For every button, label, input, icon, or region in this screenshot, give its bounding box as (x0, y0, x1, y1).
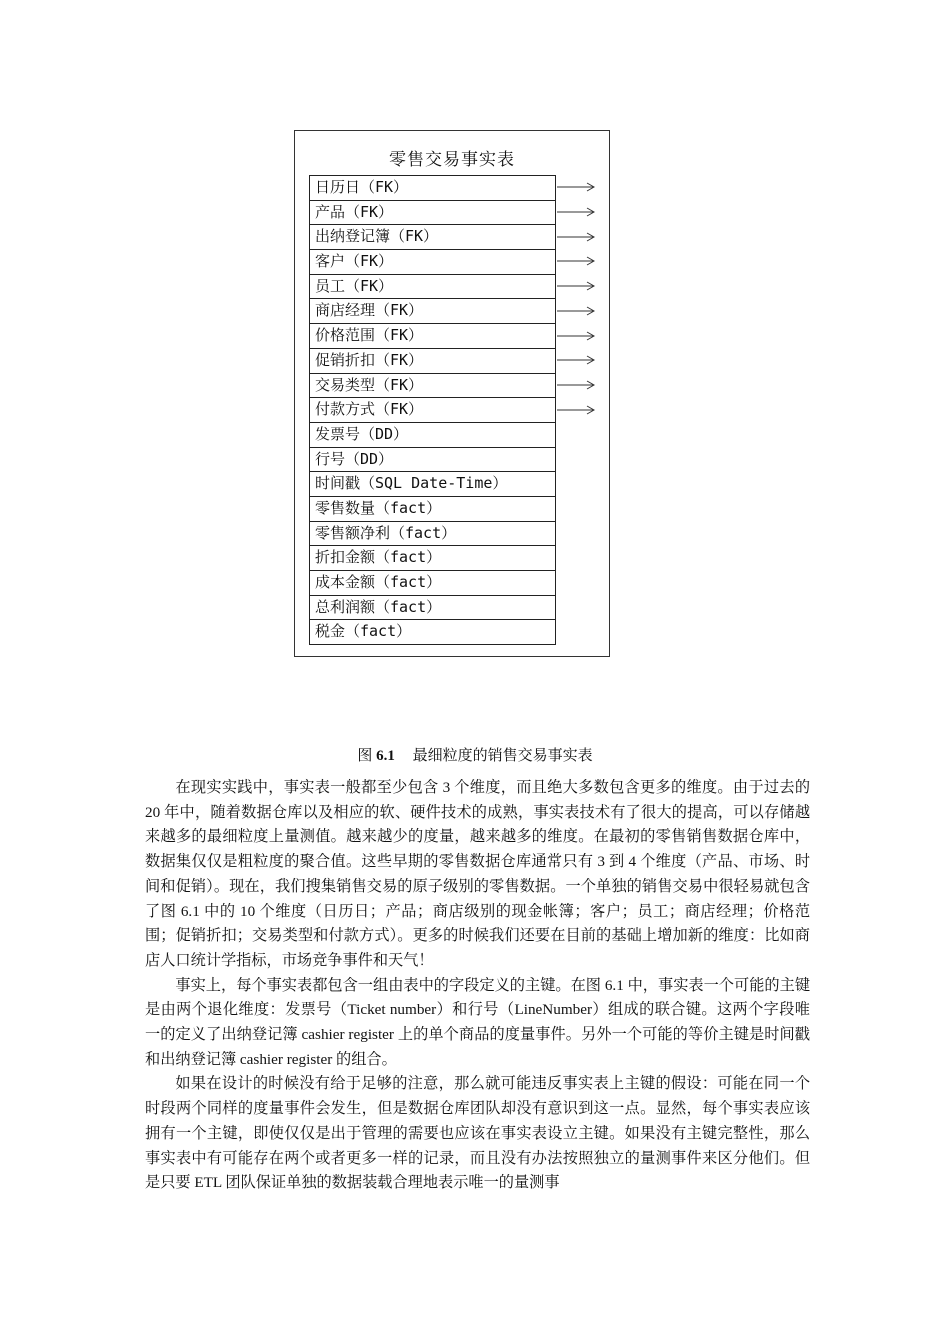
field-row: 商店经理（FK） (310, 299, 555, 324)
field-row: 行号（DD） (310, 448, 555, 473)
arrow-right-icon (557, 331, 595, 341)
arrow-right-icon (557, 256, 595, 266)
field-row: 交易类型（FK） (310, 374, 555, 399)
arrow-right-icon (557, 355, 595, 365)
arrow-right-icon (557, 207, 595, 217)
field-row: 总利润额（fact） (310, 596, 555, 621)
field-row: 付款方式（FK） (310, 398, 555, 423)
arrow-right-icon (557, 405, 595, 415)
figure-caption (0, 744, 950, 765)
arrow-right-icon (557, 380, 595, 390)
field-row: 零售数量（fact） (310, 497, 555, 522)
caption-prefix: 图 (357, 748, 373, 764)
fields-table (309, 175, 556, 645)
figure-title: 零售交易事实表 (389, 150, 515, 170)
field-row: 税金（fact） (310, 620, 555, 645)
caption-number: 6.1 (376, 748, 395, 764)
paragraph: 如果在设计的时候没有给于足够的注意，那么就可能违反事实表上主键的假设：可能在同一个时段两个同样的度量事件会发生，但是数据仓库团队却没有意识到这一点。显然，每个事实表应该拥有一个主键，即使仅仅是出于管理的需要也应该在事实表设立主键。如果没有主键完整性，那么事实表中有可能存在两个或者更多一样的记录，而且没有办法按照独立的量测事件来区分他们。但是只要 ETL 团队保证单独的数据装载合理地表示唯一的量测事 (145, 1075, 810, 1192)
field-row: 出纳登记簿（FK） (310, 225, 555, 250)
field-row: 客户（FK） (310, 250, 555, 275)
field-row: 时间戳（SQL Date-Time） (310, 472, 555, 497)
arrow-right-icon (557, 281, 595, 291)
field-row: 零售额净利（fact） (310, 522, 555, 547)
field-row: 成本金额（fact） (310, 571, 555, 596)
caption-text: 最细粒度的销售交易事实表 (412, 748, 593, 764)
field-row: 员工（FK） (310, 275, 555, 300)
field-row: 折扣金额（fact） (310, 546, 555, 571)
fact-table-figure (294, 130, 610, 657)
paragraph: 事实上，每个事实表都包含一组由表中的字段定义的主键。在图 6.1 中，事实表一个可能的主键是由两个退化维度：发票号（Ticket number）和行号（LineNumber）组成的联合键。这两个字段唯一的定义了出纳登记簿 cashier register 上的单个商品的度量事件。另外一个可能的等价主键是时间戳和出纳登记簿 cashier register 的组合。 (145, 976, 810, 1068)
arrow-right-icon (557, 182, 595, 192)
field-row: 促销折扣（FK） (310, 349, 555, 374)
field-row: 价格范围（FK） (310, 324, 555, 349)
field-row: 产品（FK） (310, 201, 555, 226)
field-row: 发票号（DD） (310, 423, 555, 448)
paragraph: 在现实实践中，事实表一般都至少包含 3 个维度，而且绝大多数包含更多的维度。由于过去的 20 年中，随着数据仓库以及相应的软、硬件技术的成熟，事实表技术有了很大的提高，可以存储越来越多的最细粒度上量测值。越来越少的度量，越来越多的维度。在最初的零售销售数据仓库中，数据集仅仅是粗粒度的聚合值。这些早期的零售数据仓库通常只有 3 到 4 个维度（产品、市场、时间和促销）。现在，我们搜集销售交易的原子级别的零售数据。一个单独的销售交易中很轻易就包含了图 6.1 中的 10 个维度（日历日；产品；商店级别的现金帐簿；客户；员工；商店经理；价格范围；促销折扣；交易类型和付款方式）。更多的时候我们还要在目前的基础上增加新的维度：比如商店人口统计学指标，市场竞争事件和天气！ (145, 779, 810, 969)
arrow-right-icon (557, 306, 595, 316)
field-row: 日历日（FK） (310, 176, 555, 201)
arrow-right-icon (557, 232, 595, 242)
body-text (145, 776, 810, 1196)
